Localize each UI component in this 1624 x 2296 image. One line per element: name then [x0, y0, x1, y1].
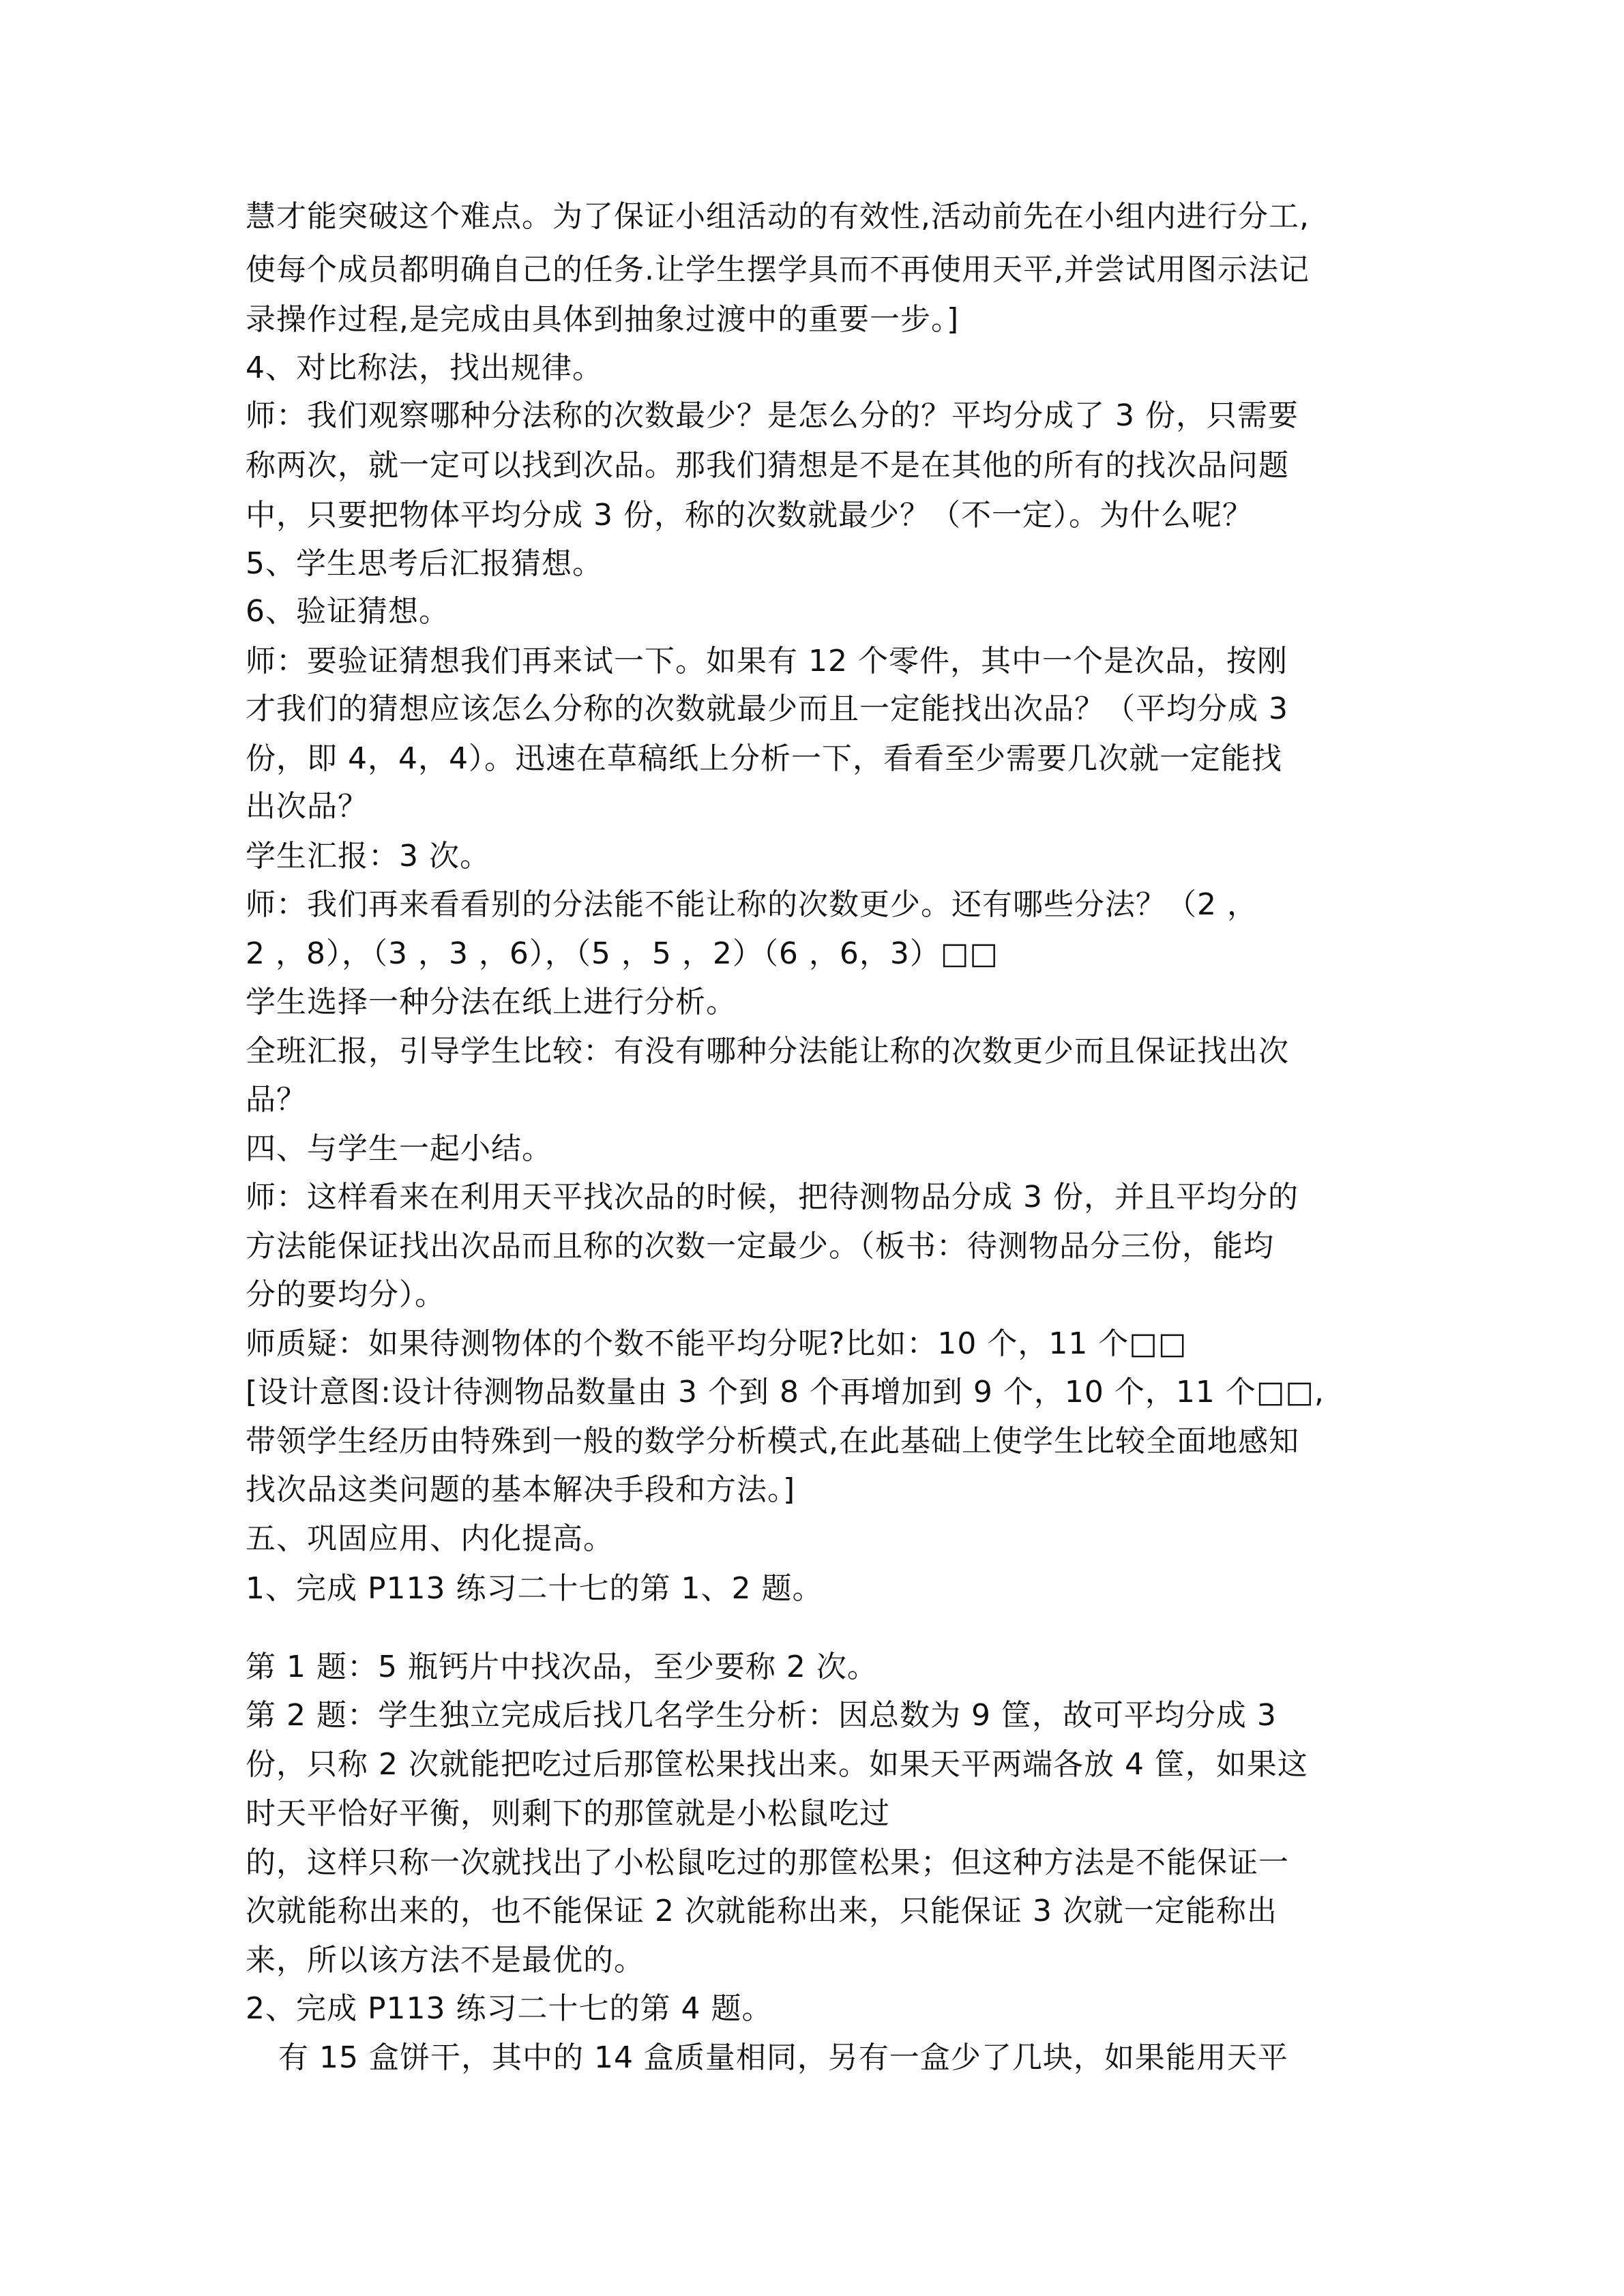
text-line: 第 1 题：5 瓶钙片中找次品，至少要称 2 次。 [246, 1650, 878, 1684]
text-line: 录操作过程,是完成由具体到抽象过渡中的重要一步。] [246, 302, 960, 337]
text-line: 方法能保证找出次品而且称的次数一定最少。（板书：待测物品分三份，能均 [246, 1229, 1274, 1264]
text-line: 师：我们再来看看别的分法能不能让称的次数更少。还有哪些分法？（2 ， [246, 887, 1258, 922]
text-line: 1、完成 P113 练习二十七的第 1、2 题。 [246, 1571, 823, 1606]
text-line: 慧才能突破这个难点。为了保证小组活动的有效性,活动前先在小组内进行分工, [246, 199, 1310, 234]
text-line: 师：这样看来在利用天平找次品的时候，把待测物品分成 3 份，并且平均分的 [246, 1180, 1299, 1214]
text-line: 2 ，8），（3 ，3 ，6），（5 ，5 ，2）（6 ，6，3）□□ [246, 936, 999, 971]
text-line: 份，即 4，4，4）。迅速在草稿纸上分析一下，看看至少需要几次就一定能找 [246, 741, 1282, 776]
text-line: 6、验证猜想。 [246, 594, 449, 629]
text-line: [设计意图:设计待测物品数量由 3 个到 8 个再增加到 9 个，10 个，11 个□□, [246, 1375, 1325, 1410]
text-line: 师：要验证猜想我们再来试一下。如果有 12 个零件，其中一个是次品，按刚 [246, 644, 1288, 679]
text-line: 有 15 盒饼干，其中的 14 盒质量相同，另有一盒少了几块，如果能用天平 [278, 2040, 1288, 2075]
text-line: 时天平恰好平衡，则剩下的那筐就是小松鼠吃过 [246, 1796, 890, 1831]
text-line: 全班汇报，引导学生比较：有没有哪种分法能让称的次数更少而且保证找出次 [246, 1034, 1289, 1069]
text-line: 出次品？ [246, 789, 368, 824]
text-line: 4、对比称法，找出规律。 [246, 351, 603, 385]
text-line: 中，只要把物体平均分成 3 份，称的次数就最少？（不一定）。为什么呢？ [246, 498, 1253, 533]
text-line: 学生汇报：3 次。 [246, 839, 490, 874]
text-line: 师：我们观察哪种分法称的次数最少？是怎么分的？平均分成了 3 份，只需要 [246, 398, 1299, 433]
text-line: 学生选择一种分法在纸上进行分析。 [246, 985, 737, 1019]
text-line: 次就能称出来的，也不能保证 2 次就能称出来，只能保证 3 次就一定能称出 [246, 1894, 1278, 1928]
text-line: 份，只称 2 次就能把吃过后那筐松果找出来。如果天平两端各放 4 筐，如果这 [246, 1747, 1308, 1782]
text-line: 才我们的猜想应该怎么分称的次数就最少而且一定能找出次品？（平均分成 3 [246, 691, 1288, 726]
text-line: 来，所以该方法不是最优的。 [246, 1943, 645, 1978]
text-line: 师质疑：如果待测物体的个数不能平均分呢?比如：10 个，11 个□□ [246, 1326, 1187, 1361]
text-line: 称两次，就一定可以找到次品。那我们猜想是不是在其他的所有的找次品问题 [246, 448, 1289, 483]
text-line: 带领学生经历由特殊到一般的数学分析模式,在此基础上使学生比较全面地感知 [246, 1424, 1299, 1459]
text-line: 的，这样只称一次就找出了小松鼠吃过的那筐松果；但这种方法是不能保证一 [246, 1845, 1289, 1880]
text-line: 2、完成 P113 练习二十七的第 4 题。 [246, 1991, 773, 2026]
text-line: 使每个成员都明确自己的任务.让学生摆学具而不再使用天平,并尝试用图示法记 [246, 252, 1310, 287]
text-line: 四、与学生一起小结。 [246, 1131, 552, 1166]
text-line: 品？ [246, 1082, 307, 1117]
text-line: 第 2 题：学生独立完成后找几名学生分析：因总数为 9 筐，故可平均分成 3 [246, 1698, 1277, 1733]
text-line: 分的要均分）。 [246, 1277, 445, 1312]
text-line: 找次品这类问题的基本解决手段和方法。] [246, 1472, 796, 1507]
text-line: 5、学生思考后汇报猜想。 [246, 546, 603, 581]
text-line: 五、巩固应用、内化提高。 [246, 1521, 614, 1556]
